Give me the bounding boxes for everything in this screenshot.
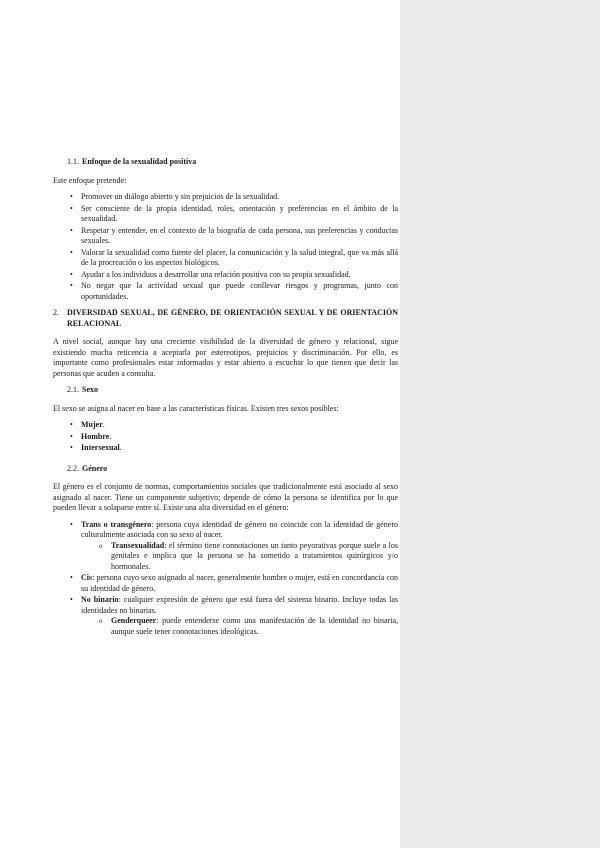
heading-number: 2.2.: [67, 463, 79, 473]
list-item: • Respetar y entender, en el contexto de la biografía de cada persona, sus preferencias y conductas sexuales.: [81, 226, 398, 247]
punct: .: [119, 443, 122, 452]
list-item: [81, 420, 398, 431]
bullet-list-generos: [53, 520, 398, 638]
list-item: [81, 443, 398, 454]
term-description: : persona cuya identidad de género no coincide con la identidad de género culturalmente asociada con su sexo al nacer.: [81, 519, 398, 539]
bullet-list-sexos: [53, 420, 398, 454]
heading-2-2: [67, 464, 398, 475]
term-transexualidad: Transexualidad: [111, 540, 165, 550]
heading-text: Género: [82, 463, 108, 473]
term-description: : puede entenderse como una manifestación de la identidad no binaria, aunque suele tener connotaciones ideológicas.: [111, 616, 398, 636]
term-cis: Cis: [81, 573, 93, 582]
heading-number: 1.1.: [67, 157, 79, 166]
term-no-binario: No binario: [81, 595, 119, 604]
list-item: [81, 520, 398, 573]
document-body: [53, 157, 398, 643]
list-item: • Ayudar a los individuos a desarrollar una relación positiva con su propia sexualidad.: [81, 270, 398, 281]
paragraph-genero: El género es el conjunto de normas, comportamientos sociales que tradicionalmente está asociado al sexo asignado al nacer. Tiene un componente subjetivo; depende de cómo la persona se identifica por lo que pueden llevar a solaparse entre sí. Existe una alta diversidad en el género:: [53, 482, 398, 512]
term-description: : el término tiene connotaciones un tanto peyorativas porque suele a los genitales e implica que la persona se ha sometido a tratamientos quirúrgicos y/o hormonales.: [111, 540, 398, 571]
heading-number: 2.1.: [67, 385, 79, 394]
term-trans: Trans o transgénero: [81, 519, 152, 529]
list-item: [81, 595, 398, 637]
heading-text: Sexo: [82, 385, 98, 394]
term-hombre: Hombre: [81, 431, 110, 441]
list-item: • Valorar la sexualidad como fuente del placer, la comunicación y la salud integral, que va más allá de la procreación o los aspectos biológicos.: [81, 248, 398, 269]
list-item: • Promover un diálogo abierto y sin prejuicios de la sexualidad.: [81, 192, 398, 203]
comment-margin-panel: [400, 0, 600, 848]
term-genderqueer: Genderqueer: [111, 616, 157, 625]
sub-list: [81, 541, 398, 573]
heading-number: 2.: [53, 308, 59, 317]
term-description: : cualquier expresión de género que está fuera del sistema binario. Incluye todas las identidades no binarias.: [81, 595, 398, 615]
heading-text: DIVERSIDAD SEXUAL, DE GÉNERO, DE ORIENTACIÓN SEXUAL Y DE ORIENTACIÓN RELACIONAL: [67, 308, 398, 328]
list-item: [81, 573, 398, 594]
heading-2: [53, 308, 398, 329]
heading-text: Enfoque de la sexualidad positiva: [82, 157, 197, 166]
sub-list-item: [111, 616, 398, 637]
list-item: • Ser consciente de la propia identidad, roles, orientación y preferencias en el ámbito de la sexualidad.: [81, 204, 398, 225]
sub-list: [81, 616, 398, 637]
sub-list-item: [111, 541, 398, 573]
heading-1-1: [67, 157, 398, 168]
punct: .: [109, 431, 112, 441]
paragraph-sexo: El sexo se asigna al nacer en base a las características físicas. Existen tres sexos posibles:: [53, 403, 339, 413]
heading-2-1: [67, 385, 398, 396]
paragraph-intro: Este enfoque pretende:: [53, 175, 127, 185]
term-mujer: Mujer: [81, 420, 103, 429]
list-item: • No negar que la actividad sexual que puede conllevar riesgos y programas, junto con oportunidades.: [81, 281, 398, 302]
paragraph-diversidad: A nivel social, aunque hay una creciente visibilidad de la diversidad de género y relacional, sigue existiendo mucha reticencia a aceptarla por estereotipos, prejuicios y discriminación. Por ello, es importante como profesionales estar informados y estar abierto a escuchar lo que tienen que decir las personas que acuden a consulta.: [53, 337, 398, 378]
list-item: [81, 432, 398, 443]
term-intersexual: Intersexual: [81, 443, 120, 452]
bullet-list-enfoque: [53, 192, 398, 302]
term-description: : persona cuyo sexo asignado al nacer, generalmente hombre o mujer, está en concordancia con su identidad de género.: [81, 573, 398, 593]
punct: .: [102, 420, 105, 429]
